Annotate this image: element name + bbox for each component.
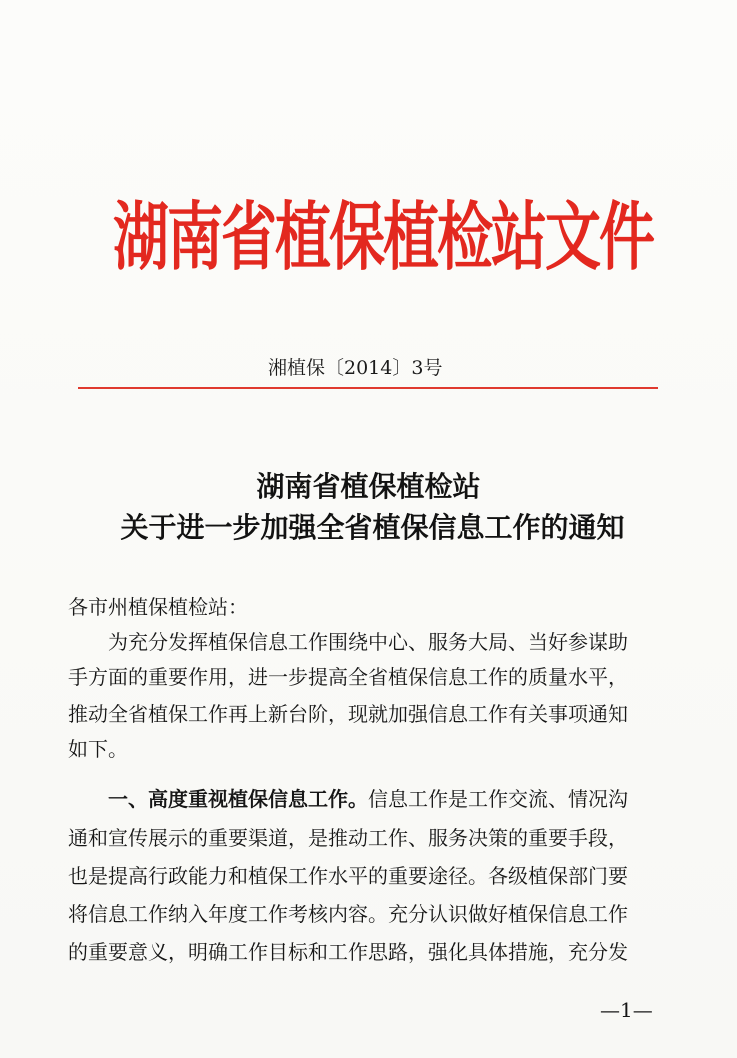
section-1-line-5: 的重要意义，明确工作目标和工作思路，强化具体措施，充分发 (68, 940, 628, 964)
section-1-line-4: 将信息工作纳入年度工作考核内容。充分认识做好植保信息工作 (68, 902, 628, 926)
notice-title-line-1: 湖南省植保植检站 (256, 470, 481, 503)
notice-title-line-2: 关于进一步加强全省植保信息工作的通知 (120, 511, 625, 544)
paragraph-1-line-3: 推动全省植保工作再上新台阶，现就加强信息工作有关事项通知 (68, 702, 628, 726)
section-1-first-line-text: 信息工作是工作交流、情况沟 (368, 787, 628, 811)
section-1-line-2: 通和宣传展示的重要渠道，是推动工作、服务决策的重要手段， (68, 826, 628, 850)
paragraph-1-line-2: 手方面的重要作用，进一步提高全省植保信息工作的质量水平， (68, 665, 628, 689)
salutation: 各市州植保植检站： (68, 595, 248, 619)
section-1-first-line (108, 782, 708, 816)
page-number: —1— (600, 998, 653, 1022)
paragraph-1-line-4: 如下。 (68, 737, 128, 761)
document-number: 湘植保〔2014〕3号 (268, 357, 443, 379)
section-1-heading: 一、高度重视植保信息工作。 (108, 787, 368, 811)
document-header-title: 湖南省植保植检站文件 (113, 193, 653, 281)
paragraph-1-line-1: 为充分发挥植保信息工作围绕中心、服务大局、当好参谋助 (108, 630, 628, 654)
red-divider-line (78, 387, 658, 389)
section-1-line-3: 也是提高行政能力和植保工作水平的重要途径。各级植保部门要 (68, 864, 628, 888)
